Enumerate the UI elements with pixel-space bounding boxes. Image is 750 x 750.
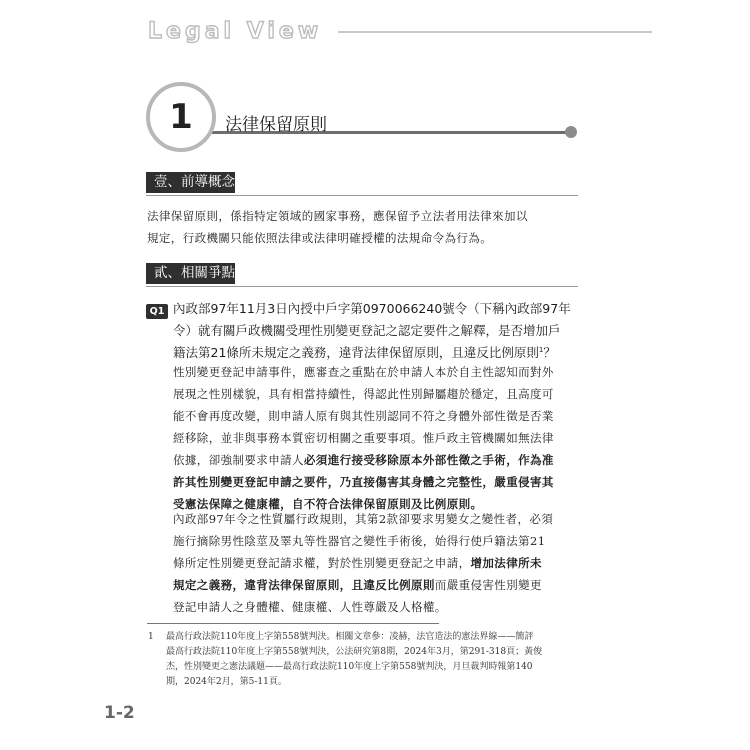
running-header-title: Legal View [148, 19, 323, 44]
question-line: 令）就有關戶政機關受理性別變更登記之認定要件之解釋，是否增加戶 [173, 323, 561, 338]
text-run: 依據，卻強制要求申請人 [173, 453, 304, 467]
text-line [173, 552, 553, 574]
text-line: 施行摘除男性陰莖及睪丸等性器官之變性手術後，始得行使戶籍法第21 [173, 534, 546, 548]
page-number: 1-2 [104, 703, 135, 723]
footnote-line: 最高行政法院110年度上字第558號判決，公法研究第8期，2024年3月，第291-318頁；黃俊 [166, 647, 543, 657]
question-line: 籍法第21條所未規定之義務，違背法律保留原則，且違反比例原則 [173, 345, 539, 360]
bold-text-line: 受憲法保障之健康權，自不符合法律保留原則及比例原則。 [173, 497, 483, 511]
question-badge: Q1 [146, 304, 168, 319]
footnote [148, 630, 542, 690]
footnote-line: 杰，性別變更之憲法議題——最高行政法院110年度上字第558號判決，月旦裁判時報第140 [166, 662, 533, 672]
section-heading-issues: 貳、相關爭點 [146, 263, 235, 284]
footnote-marker[interactable]: 1 [538, 345, 544, 354]
bold-text-run: 增加法律所未 [470, 556, 542, 570]
footnote-number: 1 [148, 632, 154, 642]
chapter-line-dot [565, 126, 577, 138]
section-heading-concepts: 壹、前導概念 [146, 172, 235, 193]
footnote-rule [147, 623, 439, 624]
text-line: 登記申請人之身體權、健康權、人性尊嚴及人格權。 [173, 600, 447, 614]
answer-paragraph-1 [173, 361, 554, 515]
text-line: 經移除，並非與事務本質密切相關之重要事項。惟戶政主管機關如無法律 [173, 431, 554, 445]
text-line: 內政部97年令之性質屬行政規則，其第2款卻要求男變女之變性者，必須 [173, 512, 554, 526]
section-rule [146, 286, 578, 287]
header-rule [338, 31, 652, 33]
text-line: 性別變更登記申請事件，應審查之重點在於申請人本於自主性認知而對外 [173, 365, 554, 379]
section-rule [146, 195, 578, 196]
text-line: 規定，行政機關只能依照法律或法律明確授權的法規命令為行為。 [147, 231, 493, 245]
footnote-text: 最高行政法院110年度上字第558號判決。相關文章參：凌赫，法官造法的憲法界線——簡評 [166, 632, 534, 642]
text-run: 而嚴重侵害性別變更 [434, 578, 542, 592]
footnote-line: 期，2024年2月，第5-11頁。 [166, 677, 287, 687]
question-mark: ？ [543, 345, 556, 360]
chapter-title: 法律保留原則 [225, 115, 327, 135]
text-line [173, 449, 554, 471]
bold-text-run: 規定之義務，違背法律保留原則，且違反比例原則 [173, 578, 435, 592]
intro-paragraph [147, 205, 528, 249]
answer-paragraph-2 [173, 508, 553, 618]
question-line: 內政部97年11月3日內授中戶字第0970066240號令（下稱內政部97年 [173, 301, 571, 316]
text-line: 法律保留原則，係指特定領域的國家事務，應保留予立法者用法律來加以 [147, 209, 528, 223]
chapter-number-badge: 1 [146, 82, 216, 152]
bold-text-run: 必須進行接受移除原本外部性徵之手術，作為准 [303, 453, 554, 467]
bold-text-line: 許其性別變更登記申請之要件，乃直接傷害其身體之完整性，嚴重侵害其 [173, 475, 554, 489]
footnote-line [148, 630, 542, 645]
text-line: 展現之性別樣貌，具有相當持續性，得認此性別歸屬趨於穩定，且高度可 [173, 387, 554, 401]
text-run: 條所定性別變更登記請求權，對於性別變更登記之申請， [173, 556, 471, 570]
text-line [173, 574, 553, 596]
question-text [173, 298, 571, 364]
text-line: 能不會再度改變，則申請人原有與其性別認同不符之身體外部性徵是否業 [173, 409, 554, 423]
